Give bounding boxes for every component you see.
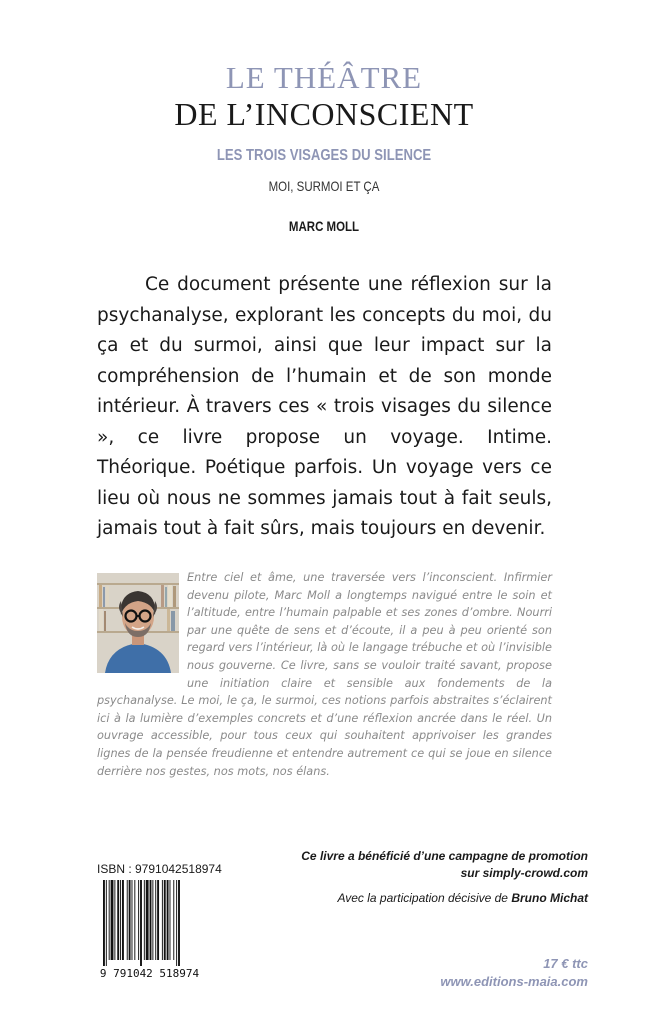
- author-portrait: [97, 573, 179, 673]
- barcode-bar: [157, 880, 159, 960]
- barcode-bar: [111, 880, 114, 960]
- title-line-1: LE THÉÂTRE: [225, 60, 423, 95]
- barcode-bars: [103, 880, 180, 966]
- author-name: MARC MOLL: [288, 218, 360, 234]
- barcode-bar: [134, 880, 135, 960]
- summary-paragraph: Ce document présente une réflexion sur la psychanalyse, explorant les concepts du moi, du ça et du surmoi, ainsi que leur impact sur la compréhension de l’humain et de son monde intérieur. À travers ces « trois visages du silence », ce livre propose un voyage. Intime. Théorique. Poétique parfois. Un voyage vers ce lieu où nous ne sommes jamais tout à fait seuls, jamais tout à fait sûrs, mais toujours en devenir.: [97, 274, 552, 539]
- barcode-bar: [162, 880, 163, 960]
- barcode-bar: [155, 880, 156, 960]
- subtitle: LES TROIS VISAGES DU SILENCE: [216, 147, 432, 164]
- barcode-bar: [173, 880, 174, 960]
- barcode-digits: 9 791042 518974: [99, 967, 200, 980]
- barcode-bar: [103, 880, 105, 966]
- title-line-2: DE L’INCONSCIENT: [174, 96, 474, 132]
- barcode-bar: [138, 880, 139, 960]
- barcode-bar: [109, 880, 110, 960]
- barcode-bar: [129, 880, 131, 960]
- barcode-bar: [170, 880, 171, 960]
- barcode-bar: [127, 880, 128, 960]
- price-label: 17 € ttc: [543, 956, 588, 971]
- participant-name: Bruno Michat: [511, 891, 588, 905]
- barcode-bar: [144, 880, 145, 960]
- barcode-bar: [114, 880, 115, 960]
- barcode-bar: [178, 880, 180, 966]
- barcode-bar: [106, 880, 107, 966]
- isbn-label: ISBN : 9791042518974: [97, 862, 222, 876]
- barcode-bar: [146, 880, 149, 960]
- barcode-bar: [132, 880, 133, 960]
- promo-line-2: sur simply-crowd.com: [460, 866, 588, 880]
- participation-text: [168, 891, 588, 905]
- barcode-bar: [140, 880, 142, 966]
- barcode-bar: [152, 880, 153, 960]
- barcode-bar: [150, 880, 152, 960]
- barcode-bar: [176, 880, 177, 966]
- barcode-bar: [117, 880, 119, 960]
- publisher-website: www.editions-maia.com: [440, 974, 588, 989]
- barcode-bar: [167, 880, 169, 960]
- author-bio-text: Entre ciel et âme, une traversée vers l’inconscient. Infirmier devenu pilote, Marc Moll a longtemps navigué entre le soin et l’altitude, entre l’humain palpable et ses zones d’ombre. Nourri par une quête de sens et d’écoute, il a peu à peu orienté son regard vers l’intérieur, là où le langage trébuche et où l’invisible nous gouverne. Ce livre, sans se vouloir traité savant, propose une initiation claire et sensible aux fondements de la psychanalyse. Le moi, le ça, le surmoi, ces notions parfois abstraites s’éclairent ici à la lumière d’exemples concrets et d’une réflexion ancrée dans le réel. Un ouvrage accessible, pour tous ceux qui souhaitent apprivoiser les grandes lignes de la pensée freudienne et entendre autrement ce qui se joue en silence derrière nos gestes, nos mots, nos élans.: [97, 571, 552, 778]
- promo-line-1: Ce livre a bénéficié d’une campagne de promotion: [301, 849, 588, 863]
- barcode-bar: [122, 880, 124, 960]
- author-bio-block: [97, 569, 552, 780]
- barcode-bar: [164, 880, 166, 960]
- barcode-image: [97, 880, 202, 980]
- subsubtitle: MOI, SURMOI ET ÇA: [268, 178, 380, 194]
- promo-text: [268, 848, 588, 882]
- participation-prefix: Avec la participation décisive de: [337, 891, 512, 905]
- barcode-bar: [120, 880, 121, 960]
